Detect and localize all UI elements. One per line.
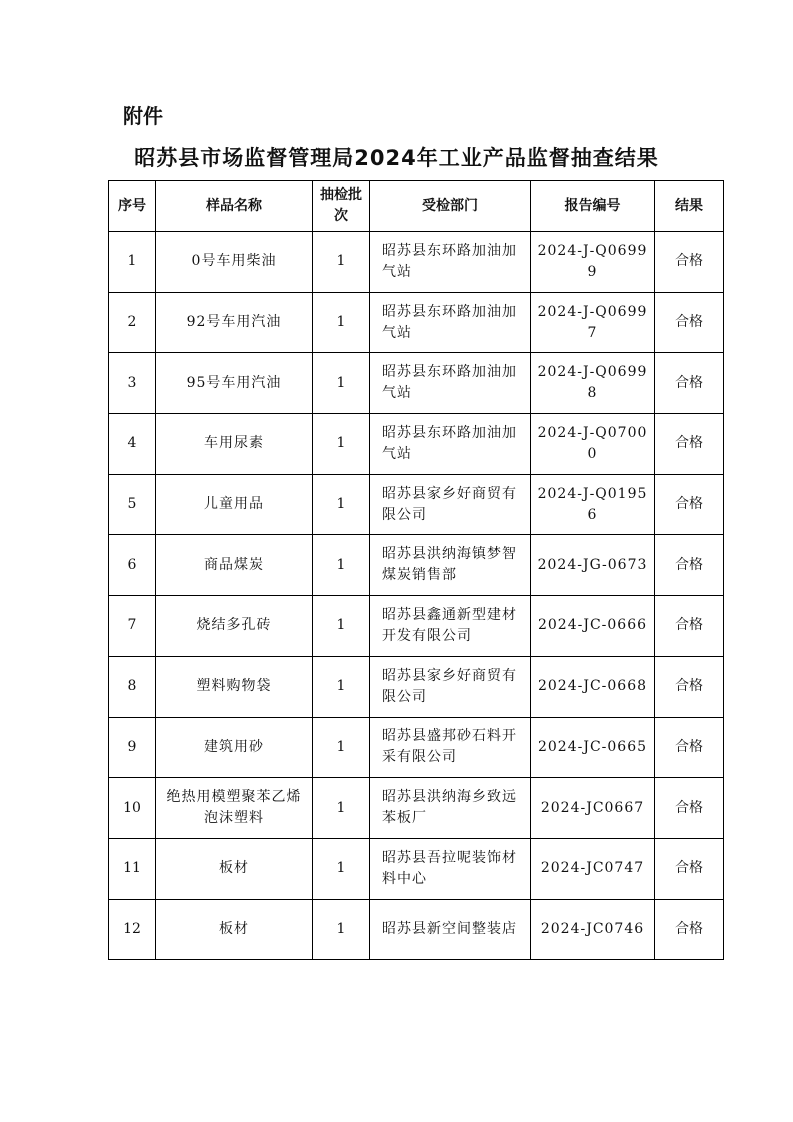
cell-batch: 1 xyxy=(313,414,370,475)
cell-sample-name: 商品煤炭 xyxy=(156,535,313,596)
table-header-row xyxy=(109,181,724,232)
table-row xyxy=(109,474,724,535)
cell-sample-name: 95号车用汽油 xyxy=(156,353,313,414)
cell-no: 6 xyxy=(109,535,156,596)
cell-batch: 1 xyxy=(313,899,370,960)
cell-report-no: 2024-JC-0668 xyxy=(531,656,655,717)
table-row xyxy=(109,292,724,353)
cell-no: 5 xyxy=(109,474,156,535)
cell-report-no: 2024-J-Q01956 xyxy=(531,474,655,535)
header-report-no: 报告编号 xyxy=(531,181,655,232)
cell-batch: 1 xyxy=(313,717,370,778)
cell-no: 4 xyxy=(109,414,156,475)
cell-no: 10 xyxy=(109,778,156,839)
cell-no: 12 xyxy=(109,899,156,960)
cell-department: 昭苏县新空间整装店 xyxy=(370,899,531,960)
cell-report-no: 2024-JC0667 xyxy=(531,778,655,839)
cell-result: 合格 xyxy=(655,899,724,960)
cell-sample-name: 烧结多孔砖 xyxy=(156,596,313,657)
cell-no: 2 xyxy=(109,292,156,353)
cell-report-no: 2024-JC-0665 xyxy=(531,717,655,778)
table-row xyxy=(109,717,724,778)
cell-report-no: 2024-J-Q07000 xyxy=(531,414,655,475)
results-table xyxy=(108,180,724,960)
cell-department: 昭苏县吾拉呢装饰材料中心 xyxy=(370,838,531,899)
cell-department: 昭苏县东环路加油加气站 xyxy=(370,232,531,293)
cell-report-no: 2024-JC0746 xyxy=(531,899,655,960)
cell-batch: 1 xyxy=(313,353,370,414)
cell-no: 8 xyxy=(109,656,156,717)
document-title: 昭苏县市场监督管理局2024年工业产品监督抽查结果 xyxy=(134,146,659,170)
cell-result: 合格 xyxy=(655,232,724,293)
table-row xyxy=(109,778,724,839)
cell-result: 合格 xyxy=(655,596,724,657)
table-row xyxy=(109,232,724,293)
cell-department: 昭苏县洪纳海乡致远苯板厂 xyxy=(370,778,531,839)
cell-department: 昭苏县洪纳海镇梦智煤炭销售部 xyxy=(370,535,531,596)
cell-batch: 1 xyxy=(313,596,370,657)
cell-no: 3 xyxy=(109,353,156,414)
cell-report-no: 2024-J-Q06999 xyxy=(531,232,655,293)
table-row xyxy=(109,838,724,899)
table-row xyxy=(109,656,724,717)
cell-no: 7 xyxy=(109,596,156,657)
cell-department: 昭苏县家乡好商贸有限公司 xyxy=(370,656,531,717)
attachment-label: 附件 xyxy=(123,104,163,128)
header-result: 结果 xyxy=(655,181,724,232)
cell-result: 合格 xyxy=(655,414,724,475)
cell-department: 昭苏县盛邦砂石料开采有限公司 xyxy=(370,717,531,778)
cell-report-no: 2024-J-Q06998 xyxy=(531,353,655,414)
cell-sample-name: 板材 xyxy=(156,838,313,899)
cell-batch: 1 xyxy=(313,838,370,899)
cell-no: 1 xyxy=(109,232,156,293)
cell-no: 11 xyxy=(109,838,156,899)
cell-sample-name: 板材 xyxy=(156,899,313,960)
cell-batch: 1 xyxy=(313,232,370,293)
table-row xyxy=(109,414,724,475)
cell-result: 合格 xyxy=(655,292,724,353)
cell-report-no: 2024-JG-0673 xyxy=(531,535,655,596)
cell-result: 合格 xyxy=(655,778,724,839)
cell-sample-name: 绝热用模塑聚苯乙烯泡沫塑料 xyxy=(156,778,313,839)
cell-sample-name: 塑料购物袋 xyxy=(156,656,313,717)
cell-batch: 1 xyxy=(313,292,370,353)
cell-result: 合格 xyxy=(655,717,724,778)
cell-department: 昭苏县东环路加油加气站 xyxy=(370,414,531,475)
cell-result: 合格 xyxy=(655,535,724,596)
cell-sample-name: 车用尿素 xyxy=(156,414,313,475)
header-no: 序号 xyxy=(109,181,156,232)
cell-report-no: 2024-JC-0666 xyxy=(531,596,655,657)
cell-department: 昭苏县鑫通新型建材开发有限公司 xyxy=(370,596,531,657)
header-batch: 抽检批次 xyxy=(313,181,370,232)
cell-sample-name: 儿童用品 xyxy=(156,474,313,535)
cell-report-no: 2024-JC0747 xyxy=(531,838,655,899)
cell-result: 合格 xyxy=(655,474,724,535)
cell-sample-name: 92号车用汽油 xyxy=(156,292,313,353)
table-row xyxy=(109,353,724,414)
cell-report-no: 2024-J-Q06997 xyxy=(531,292,655,353)
header-sample-name: 样品名称 xyxy=(156,181,313,232)
cell-batch: 1 xyxy=(313,474,370,535)
table-row xyxy=(109,899,724,960)
cell-result: 合格 xyxy=(655,353,724,414)
cell-department: 昭苏县东环路加油加气站 xyxy=(370,292,531,353)
cell-sample-name: 0号车用柴油 xyxy=(156,232,313,293)
cell-batch: 1 xyxy=(313,535,370,596)
cell-result: 合格 xyxy=(655,656,724,717)
header-department: 受检部门 xyxy=(370,181,531,232)
cell-sample-name: 建筑用砂 xyxy=(156,717,313,778)
cell-department: 昭苏县家乡好商贸有限公司 xyxy=(370,474,531,535)
cell-department: 昭苏县东环路加油加气站 xyxy=(370,353,531,414)
table-row xyxy=(109,535,724,596)
cell-batch: 1 xyxy=(313,656,370,717)
table-row xyxy=(109,596,724,657)
cell-batch: 1 xyxy=(313,778,370,839)
cell-no: 9 xyxy=(109,717,156,778)
cell-result: 合格 xyxy=(655,838,724,899)
